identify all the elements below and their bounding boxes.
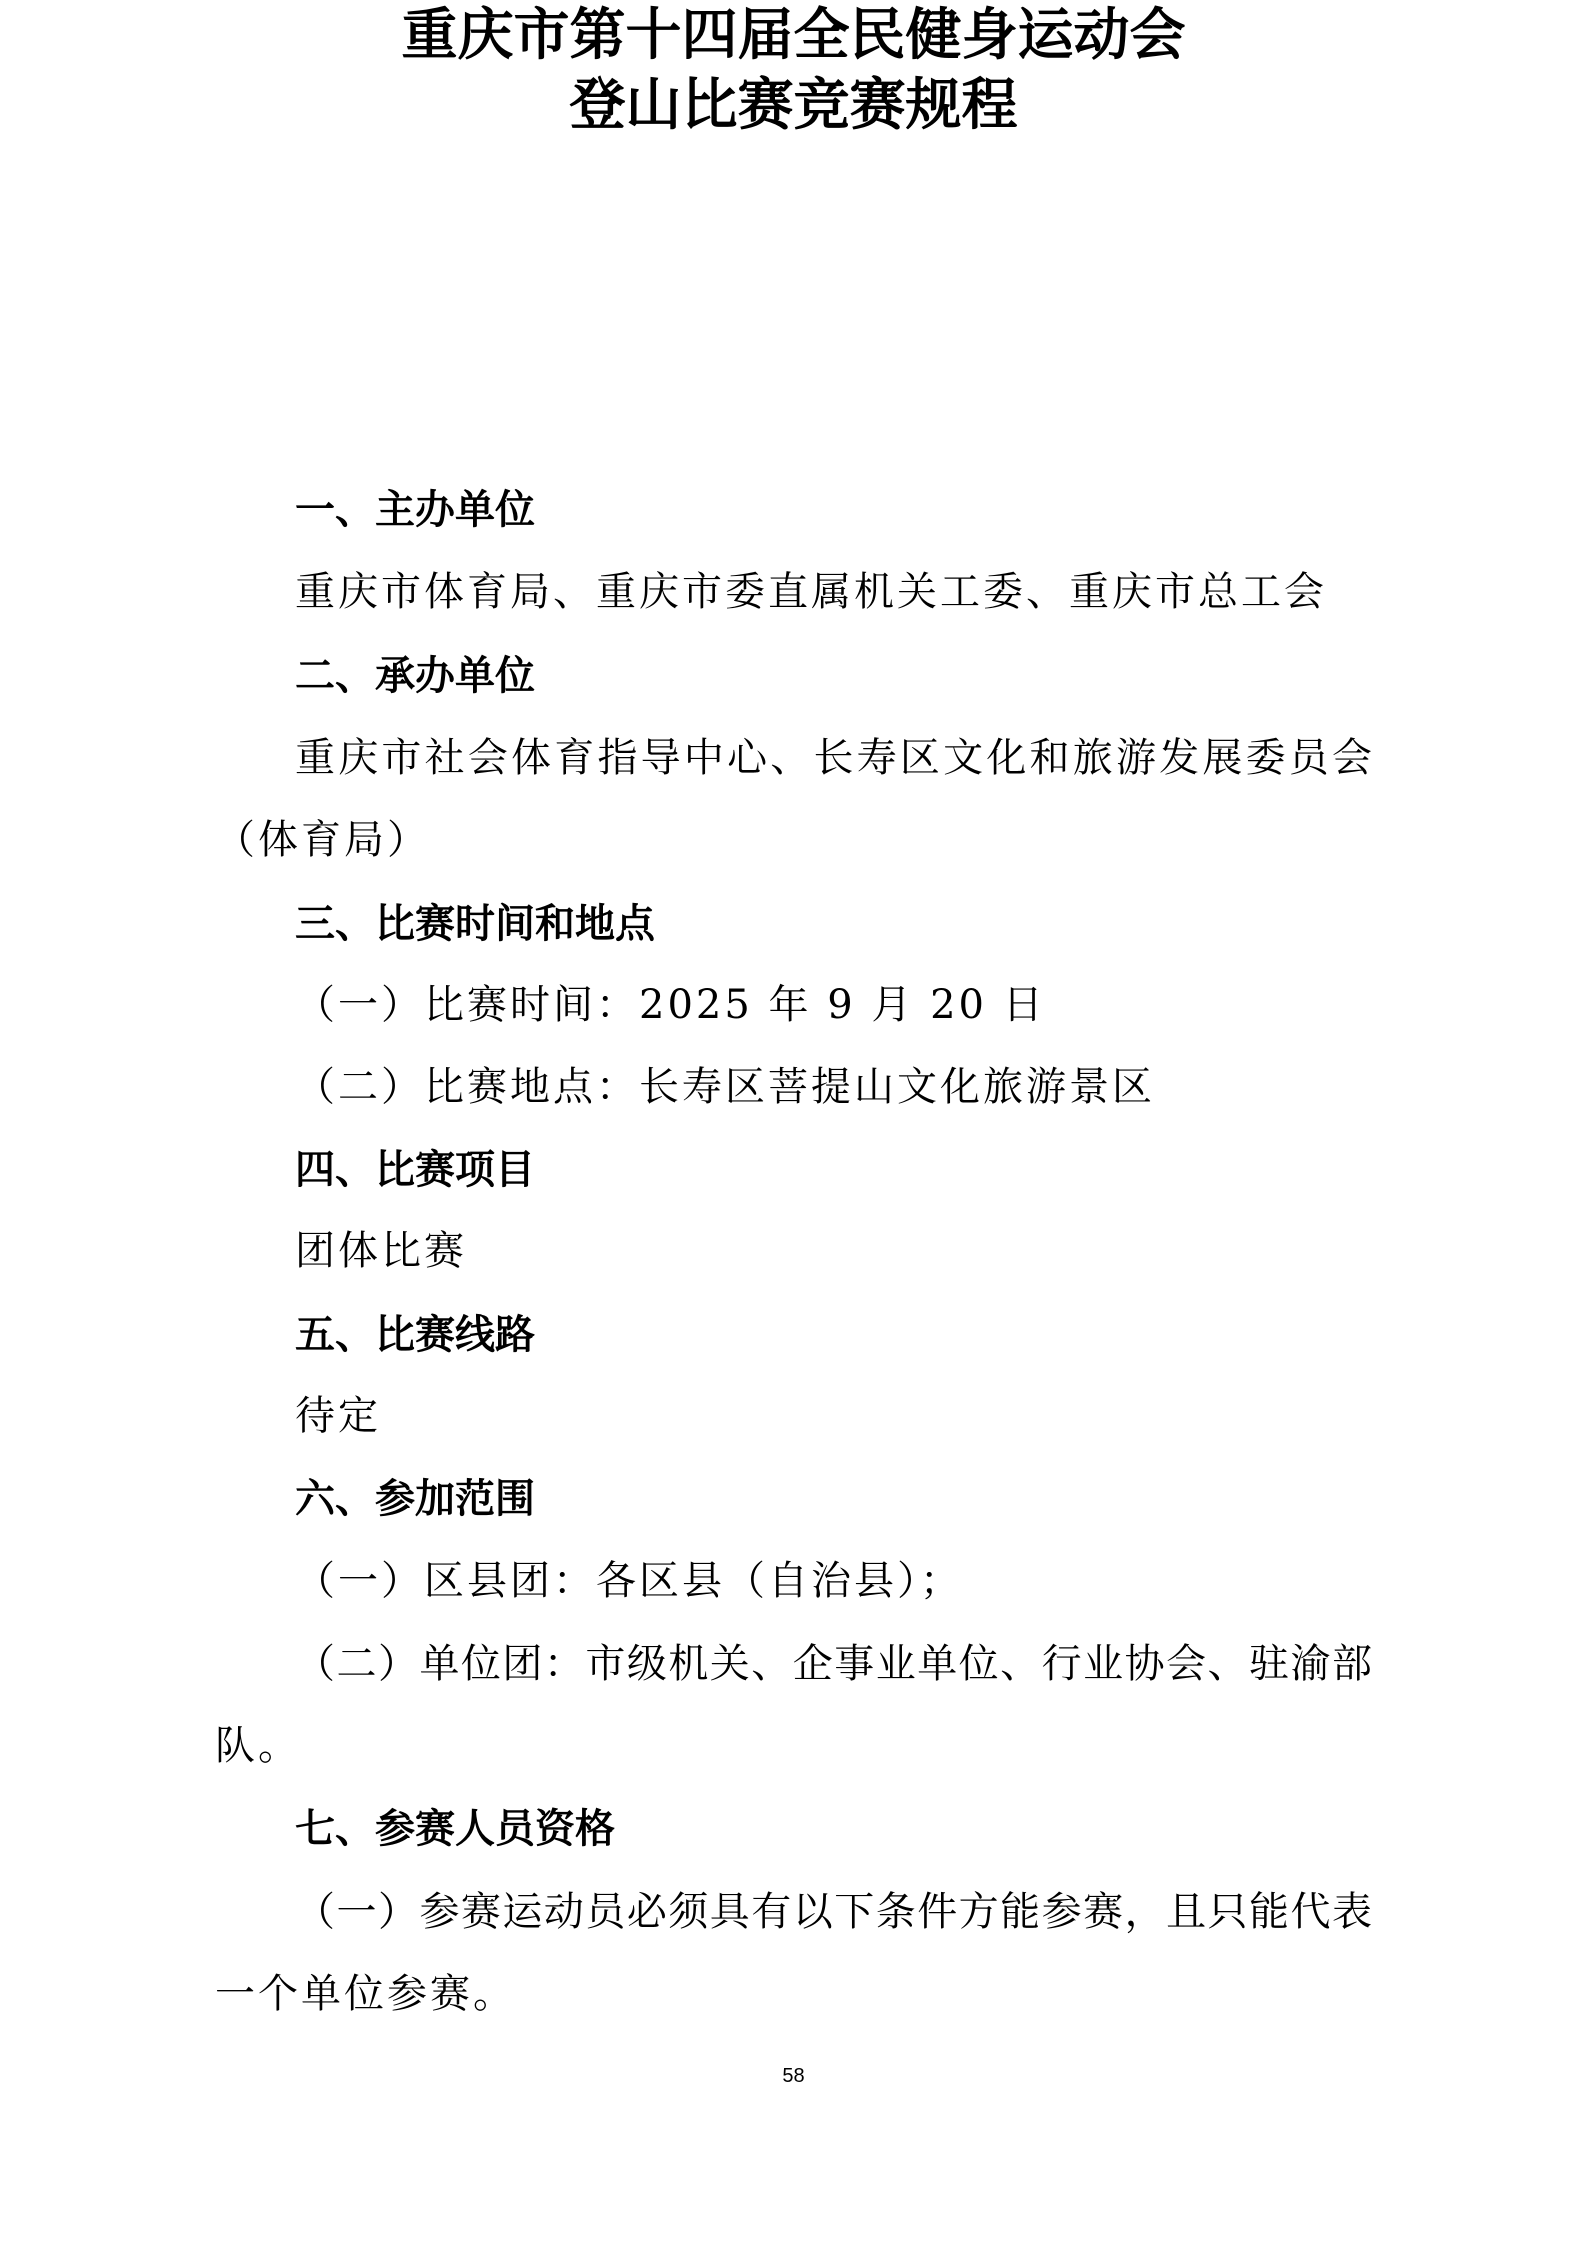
- scope-item-2-line-2: 队。: [215, 1723, 301, 1769]
- host-text-line-2: （体育局）: [215, 817, 430, 863]
- eligibility-item-1-line-1: （一）参赛运动员必须具有以下条件方能参赛，且只能代表: [295, 1889, 1372, 1935]
- route-text: 待定: [295, 1393, 381, 1439]
- competition-place: （二）比赛地点：长寿区菩提山文化旅游景区: [295, 1064, 1155, 1110]
- section-heading-scope: 六、参加范围: [295, 1476, 535, 1522]
- document-title-line-2: 登山比赛竞赛规程: [569, 72, 1018, 138]
- section-heading-route: 五、比赛线路: [295, 1312, 535, 1358]
- document-title-line-1: 重庆市第十四届全民健身运动会: [401, 2, 1186, 68]
- section-heading-events: 四、比赛项目: [295, 1147, 535, 1193]
- scope-item-2-line-1: （二）单位团：市级机关、企事业单位、行业协会、驻渝部: [295, 1641, 1372, 1687]
- section-heading-time-place: 三、比赛时间和地点: [295, 901, 655, 947]
- section-heading-organizer: 一、主办单位: [295, 487, 535, 533]
- events-text: 团体比赛: [295, 1228, 467, 1274]
- host-text-line-1: 重庆市社会体育指导中心、长寿区文化和旅游发展委员会: [295, 735, 1372, 781]
- section-heading-eligibility: 七、参赛人员资格: [295, 1806, 615, 1852]
- page-number: 58: [782, 2065, 805, 2087]
- section-heading-host: 二、承办单位: [295, 653, 535, 699]
- competition-time: （一）比赛时间：2025 年 9 月 20 日: [295, 982, 1046, 1028]
- eligibility-item-1-line-2: 一个单位参赛。: [215, 1971, 516, 2017]
- organizer-text: 重庆市体育局、重庆市委直属机关工委、重庆市总工会: [295, 569, 1327, 615]
- scope-item-1: （一）区县团：各区县（自治县）；: [295, 1558, 963, 1604]
